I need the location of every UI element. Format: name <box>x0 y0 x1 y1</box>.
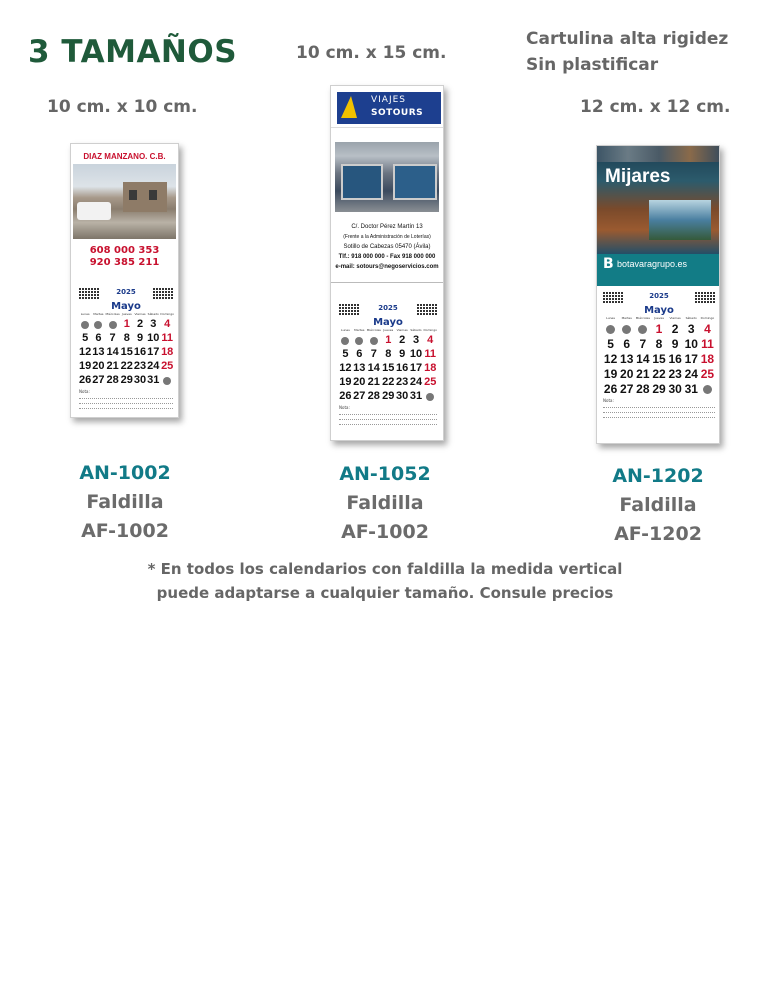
notes-line <box>79 404 173 409</box>
calendar-day: 26 <box>79 374 92 386</box>
calendar-day: 15 <box>652 352 666 366</box>
weekday-header: Martes <box>354 328 365 332</box>
calendar-day: 1 <box>123 318 130 330</box>
calendar-day: 25 <box>700 367 715 381</box>
product-label-an-1002 <box>55 459 195 546</box>
calendar-year: 2025 <box>116 288 136 296</box>
calendar-card-an-1052 <box>330 85 444 441</box>
product-label-an-1202 <box>588 462 728 549</box>
product-code: AN-1002 <box>79 462 171 484</box>
sail-icon <box>341 96 357 118</box>
calendar-day: 3 <box>150 318 157 330</box>
calendar-day: 27 <box>620 382 634 396</box>
calendar-day: 14 <box>367 362 380 374</box>
calendar-day: 11 <box>161 332 174 344</box>
calendar-day: 31 <box>147 374 160 386</box>
calendar-day: 16 <box>396 362 409 374</box>
calendar-day: 1 <box>655 322 663 336</box>
calendar-day: 29 <box>652 382 666 396</box>
calendar-day: 5 <box>82 332 89 344</box>
calendar-day: 15 <box>382 362 395 374</box>
calendar-day: 14 <box>106 346 119 358</box>
calendar-day: 7 <box>370 348 377 360</box>
calendar-card-an-1002 <box>70 143 179 418</box>
calendar-month: Mayo <box>373 317 403 328</box>
weekday-header: Miércoles <box>635 316 650 320</box>
calendar-day: 20 <box>92 360 105 372</box>
moon-phase-icon <box>367 334 381 347</box>
ad-house-photo <box>73 164 176 239</box>
weekday-header: Viernes <box>396 328 408 332</box>
product-label-an-1052 <box>315 460 455 547</box>
mini-calendar-prev <box>79 288 99 299</box>
calendar-day: 10 <box>147 332 160 344</box>
calendar-day: 31 <box>684 382 698 396</box>
ad-address-3: Sotillo de Cabezas 05470 (Ávila) <box>343 244 431 250</box>
product-code: AN-1052 <box>339 463 431 485</box>
calendar-day: 27 <box>353 390 366 402</box>
size-label-right: 12 cm. x 12 cm. <box>580 97 731 117</box>
calendar-day: 26 <box>603 382 618 396</box>
footnote <box>110 557 660 605</box>
ad-phone-2: 920 385 211 <box>89 257 160 268</box>
calendar-day: 4 <box>427 334 434 346</box>
calendar-day: 29 <box>120 374 133 386</box>
calendar-header <box>339 304 437 317</box>
weekday-header: Miércoles <box>105 312 120 316</box>
calendar-day: 5 <box>342 348 349 360</box>
notes-line <box>603 413 715 418</box>
calendar-day: 12 <box>603 352 618 366</box>
product-skirt: Faldilla <box>619 494 697 516</box>
calendar-day: 14 <box>636 352 650 366</box>
product-skirt: Faldilla <box>86 491 164 513</box>
weekday-header: Domingo <box>160 312 174 316</box>
calendar-day: 19 <box>603 367 618 381</box>
calendar-days-grid <box>339 328 437 403</box>
moon-phase-icon <box>700 382 715 396</box>
moon-phase-icon <box>79 318 91 331</box>
calendar-day: 24 <box>147 360 160 372</box>
calendar-grid <box>339 304 437 425</box>
calendar-day: 4 <box>704 322 711 336</box>
ad-banner <box>597 146 719 286</box>
calendar-day: 2 <box>671 322 679 336</box>
calendar-day: 6 <box>356 348 363 360</box>
ad-storefront-photo <box>335 142 439 212</box>
ad-email: e-mail: sotours@negoservicios.com <box>335 264 439 270</box>
calendar-day: 12 <box>339 362 352 374</box>
notes-line <box>339 420 437 425</box>
calendar-day: 28 <box>636 382 650 396</box>
notes-label: Nota: <box>603 398 614 403</box>
calendar-grid <box>603 292 715 418</box>
material-line-2: Sin plastificar <box>526 55 659 75</box>
product-skirt-code: AF-1002 <box>81 520 169 542</box>
size-label-left: 10 cm. x 10 cm. <box>47 97 198 117</box>
weekday-header: Sábado <box>685 316 697 320</box>
material-info <box>526 26 728 78</box>
calendar-day: 30 <box>396 390 409 402</box>
calendar-day: 2 <box>136 318 144 330</box>
calendar-day: 27 <box>92 374 105 386</box>
calendar-day: 23 <box>396 376 409 388</box>
notes-area <box>603 398 715 418</box>
ad-address-1: C/. Doctor Pérez Martín 13 <box>351 224 423 230</box>
calendar-day: 13 <box>620 352 634 366</box>
calendar-day: 1 <box>385 334 392 346</box>
calendar-days-grid <box>79 312 173 387</box>
ad-contact-block <box>331 222 443 272</box>
ad-phones <box>71 245 178 269</box>
weekday-header: Lunes <box>606 316 615 320</box>
calendar-day: 10 <box>409 348 423 360</box>
notes-label: Nota: <box>339 405 350 410</box>
weekday-header: Sábado <box>410 328 422 332</box>
product-skirt: Faldilla <box>346 492 424 514</box>
moon-phase-icon <box>423 390 437 403</box>
mini-calendar-next <box>417 304 437 315</box>
calendar-day: 19 <box>339 376 352 388</box>
calendar-day: 22 <box>120 360 133 372</box>
calendar-day: 28 <box>367 390 380 402</box>
calendar-day: 2 <box>399 334 406 346</box>
calendar-day: 16 <box>133 346 147 358</box>
calendar-day: 3 <box>687 322 695 336</box>
material-line-1: Cartulina alta rigidez <box>526 29 729 49</box>
calendar-day: 30 <box>668 382 682 396</box>
calendar-day: 6 <box>623 337 631 351</box>
ad-phone-1: 608 000 353 <box>89 245 160 256</box>
calendar-days-grid <box>603 316 715 396</box>
moon-phase-icon <box>92 318 104 331</box>
calendar-day: 9 <box>399 348 406 360</box>
ad-company-name: DIAZ MANZANO. C.B. <box>83 152 166 161</box>
weekday-header: Domingo <box>700 316 715 320</box>
calendar-day: 13 <box>353 362 366 374</box>
calendar-day: 24 <box>409 376 423 388</box>
calendar-day: 18 <box>424 362 437 374</box>
weekday-header: Jueves <box>383 328 394 332</box>
ad-logo-banner <box>331 86 443 128</box>
calendar-day: 7 <box>639 337 647 351</box>
calendar-header <box>79 288 173 301</box>
calendar-day: 3 <box>412 334 420 346</box>
calendar-day: 4 <box>164 318 171 330</box>
calendar-day: 16 <box>668 352 682 366</box>
weekday-header: Jueves <box>121 312 132 316</box>
footnote-line-2: puede adaptarse a cualquier tamaño. Consule precios <box>156 584 614 602</box>
calendar-month: Mayo <box>111 301 141 312</box>
footnote-line-1: * En todos los calendarios con faldilla la medida vertical <box>147 560 623 578</box>
calendar-day: 19 <box>79 360 92 372</box>
weekday-header: Martes <box>93 312 104 316</box>
calendar-day: 23 <box>133 360 147 372</box>
calendar-day: 9 <box>671 337 679 351</box>
calendar-day: 20 <box>353 376 366 388</box>
calendar-day: 25 <box>161 360 174 372</box>
weekday-header: Viernes <box>669 316 681 320</box>
notes-area <box>79 389 173 409</box>
calendar-day: 22 <box>382 376 395 388</box>
product-skirt-code: AF-1202 <box>614 523 702 545</box>
weekday-header: Miércoles <box>366 328 381 332</box>
ad-logo-letter: B <box>603 256 614 272</box>
calendar-day: 5 <box>607 337 614 351</box>
moon-phase-icon <box>353 334 366 347</box>
ad-brand-line-2: SOTOURS <box>371 108 424 118</box>
calendar-day: 7 <box>109 332 116 344</box>
calendar-year: 2025 <box>378 304 398 312</box>
calendar-day: 8 <box>123 332 130 344</box>
calendar-day: 31 <box>409 390 423 402</box>
calendar-day: 21 <box>636 367 650 381</box>
weekday-header: Jueves <box>654 316 664 320</box>
moon-phase-icon <box>339 334 352 347</box>
weekday-header: Domingo <box>423 328 437 332</box>
calendar-day: 11 <box>701 337 714 351</box>
page-title: 3 TAMAÑOS <box>28 34 238 70</box>
ad-website: botavaragrupo.es <box>617 259 688 269</box>
calendar-day: 11 <box>424 348 437 360</box>
calendar-grid <box>79 288 173 409</box>
weekday-header: Lunes <box>341 328 350 332</box>
mini-calendar-prev <box>603 292 623 303</box>
calendar-day: 21 <box>106 360 119 372</box>
calendar-day: 21 <box>367 376 380 388</box>
calendar-day: 13 <box>92 346 105 358</box>
calendar-day: 23 <box>668 367 682 381</box>
size-label-middle: 10 cm. x 15 cm. <box>296 43 447 63</box>
ad-name: Mijares <box>605 166 671 187</box>
notes-area <box>339 405 437 425</box>
calendar-day: 20 <box>620 367 634 381</box>
weekday-header: Sábado <box>147 312 159 316</box>
calendar-day: 28 <box>106 374 119 386</box>
calendar-day: 17 <box>409 362 423 374</box>
calendar-day: 26 <box>339 390 352 402</box>
moon-phase-icon <box>635 322 650 336</box>
weekday-header: Viernes <box>134 312 146 316</box>
calendar-year: 2025 <box>649 292 669 300</box>
calendar-day: 18 <box>161 346 174 358</box>
calendar-card-an-1202 <box>596 145 720 444</box>
product-skirt-code: AF-1002 <box>341 521 429 543</box>
weekday-header: Lunes <box>80 312 90 316</box>
calendar-day: 22 <box>652 367 666 381</box>
moon-phase-icon <box>106 318 120 331</box>
ad-address-2: (Frente a la Administración de Loterías) <box>343 234 431 240</box>
calendar-month: Mayo <box>644 305 674 316</box>
moon-phase-icon <box>619 322 634 336</box>
moon-phase-icon <box>160 374 174 387</box>
weekday-header: Martes <box>621 316 632 320</box>
calendar-day: 12 <box>79 346 92 358</box>
calendar-day: 9 <box>136 332 144 344</box>
mini-calendar-next <box>695 292 715 303</box>
calendar-day: 8 <box>655 337 663 351</box>
calendar-day: 25 <box>424 376 437 388</box>
calendar-day: 30 <box>133 374 147 386</box>
calendar-day: 17 <box>147 346 160 358</box>
calendar-day: 10 <box>684 337 698 351</box>
ad-phone: Tlf.: 918 000 000 - Fax 918 000 000 <box>338 254 436 260</box>
calendar-day: 8 <box>385 348 392 360</box>
calendar-day: 24 <box>684 367 698 381</box>
notes-label: Nota: <box>79 389 90 394</box>
mini-calendar-prev <box>339 304 359 315</box>
ad-brand-line-1: VIAJES <box>371 95 407 105</box>
calendar-day: 18 <box>700 352 715 366</box>
calendar-day: 29 <box>382 390 395 402</box>
calendar-day: 15 <box>120 346 133 358</box>
product-code: AN-1202 <box>612 465 704 487</box>
calendar-day: 6 <box>95 332 102 344</box>
mini-calendar-next <box>153 288 173 299</box>
calendar-header <box>603 292 715 305</box>
calendar-day: 17 <box>684 352 698 366</box>
moon-phase-icon <box>603 322 618 336</box>
